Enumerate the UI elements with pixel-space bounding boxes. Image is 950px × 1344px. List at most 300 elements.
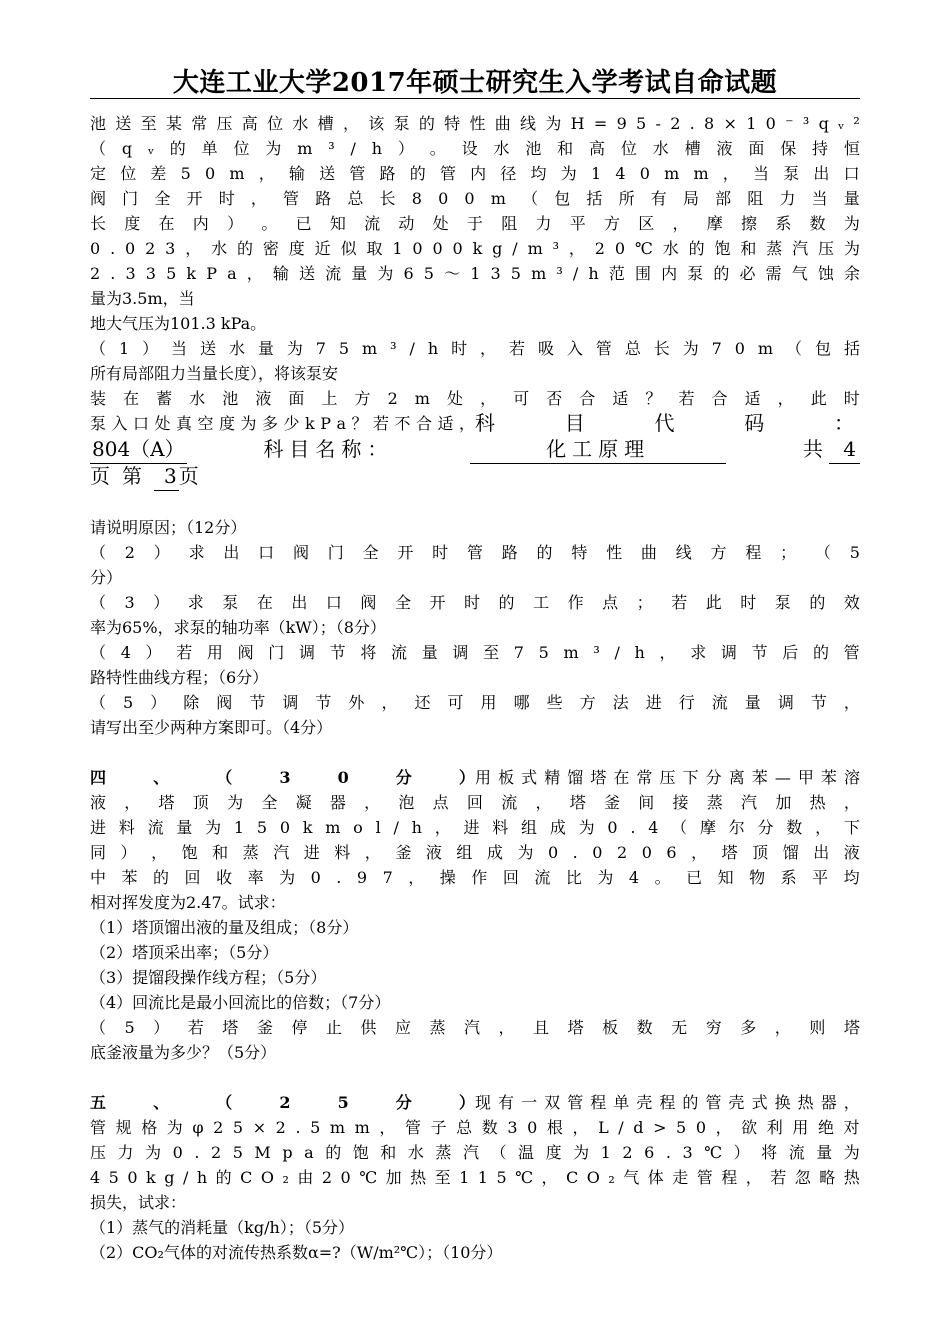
char: k bbox=[305, 414, 315, 433]
char: 5 bbox=[496, 1168, 507, 1187]
total-pages-value: 4 bbox=[829, 436, 860, 464]
char: 节 bbox=[329, 643, 346, 662]
char: 板 bbox=[498, 768, 515, 787]
char: 为 bbox=[205, 818, 222, 837]
char: 可 bbox=[513, 389, 530, 408]
char: 点 bbox=[602, 593, 619, 612]
char: 加 bbox=[775, 793, 792, 812]
char: ， bbox=[480, 389, 497, 408]
char: （ bbox=[216, 1093, 233, 1112]
char: 液 bbox=[843, 843, 860, 862]
char: 。 bbox=[654, 868, 671, 887]
char: 塔 bbox=[843, 1018, 860, 1037]
char: （ bbox=[490, 1143, 507, 1162]
char: 成 bbox=[486, 843, 503, 862]
char: L bbox=[598, 1118, 609, 1137]
char: 法 bbox=[612, 693, 629, 712]
char: 0 bbox=[765, 114, 776, 133]
subject-code-value: 804（A） bbox=[90, 436, 187, 464]
char: 口 bbox=[133, 414, 150, 433]
char: 组 bbox=[521, 818, 538, 837]
char: h bbox=[634, 643, 645, 662]
char: 适 bbox=[437, 414, 454, 433]
char: m bbox=[490, 189, 506, 208]
char: 全 bbox=[362, 543, 379, 562]
title-underline bbox=[90, 98, 860, 99]
char: 区 bbox=[638, 214, 655, 233]
char: 9 bbox=[356, 868, 368, 887]
text-line bbox=[90, 136, 860, 161]
char: 止 bbox=[325, 1018, 342, 1037]
char: 0 bbox=[527, 1118, 538, 1137]
char: 摩 bbox=[706, 214, 723, 233]
char: ， bbox=[568, 239, 585, 258]
char: ³ bbox=[593, 643, 600, 662]
char: ， bbox=[185, 239, 202, 258]
char: 所 bbox=[618, 189, 635, 208]
char: 料 bbox=[118, 818, 135, 837]
text-line: 率为65%，求泵的轴功率（kW）；（8分） bbox=[90, 618, 386, 637]
char: C bbox=[240, 1168, 253, 1187]
char: ） bbox=[397, 139, 414, 158]
char: 成 bbox=[549, 818, 566, 837]
char: / bbox=[618, 1118, 624, 1137]
char: h bbox=[411, 818, 422, 837]
char: ， bbox=[815, 818, 832, 837]
char: m bbox=[527, 239, 543, 258]
subject-name-value: 化工原理 bbox=[470, 436, 726, 464]
char: 求 bbox=[690, 643, 707, 662]
char: 单 bbox=[613, 1093, 630, 1112]
char: 五 bbox=[90, 1093, 107, 1112]
char: 5 bbox=[636, 114, 647, 133]
char: ？ bbox=[645, 389, 662, 408]
char: 式 bbox=[751, 1093, 768, 1112]
char: 5 bbox=[849, 543, 860, 562]
char: 对 bbox=[843, 1118, 860, 1137]
char: 泵 bbox=[687, 264, 704, 283]
page-number bbox=[154, 463, 199, 491]
char: （ bbox=[90, 139, 107, 158]
char: 量 bbox=[843, 189, 860, 208]
char: 料 bbox=[334, 843, 351, 862]
char: 流 bbox=[534, 868, 551, 887]
char: m bbox=[229, 164, 245, 183]
char: 0 bbox=[607, 818, 618, 837]
char: ， bbox=[480, 339, 497, 358]
char: 阀 bbox=[90, 189, 107, 208]
char: 用 bbox=[480, 693, 497, 712]
char: 塔 bbox=[569, 793, 586, 812]
char: 些 bbox=[546, 693, 563, 712]
char: ³ bbox=[802, 114, 810, 133]
text-line bbox=[90, 111, 860, 136]
char: 0 bbox=[547, 843, 559, 862]
char: 苯 bbox=[820, 768, 837, 787]
char: 某 bbox=[165, 114, 182, 133]
char: 式 bbox=[521, 768, 538, 787]
char: 根 bbox=[546, 1118, 563, 1137]
char: 阀 bbox=[360, 593, 377, 612]
char: 时 bbox=[843, 389, 860, 408]
char: 凝 bbox=[295, 793, 312, 812]
char: 性 bbox=[469, 114, 486, 133]
char: 全 bbox=[154, 189, 171, 208]
char: - bbox=[655, 114, 661, 133]
char: ³ bbox=[556, 264, 563, 283]
char: 量 bbox=[351, 264, 368, 283]
char: a bbox=[336, 414, 346, 433]
char: 水 bbox=[407, 1143, 424, 1162]
char: 部 bbox=[715, 189, 732, 208]
char: 为 bbox=[597, 868, 614, 887]
char: 输 bbox=[288, 164, 305, 183]
char: 略 bbox=[819, 1168, 836, 1187]
char: 量 bbox=[421, 643, 438, 662]
question-5-heading-line bbox=[90, 1090, 860, 1115]
char: 内 bbox=[192, 214, 209, 233]
char: ， bbox=[672, 214, 689, 233]
char: 池 bbox=[222, 389, 239, 408]
char: 量 bbox=[816, 1143, 833, 1162]
total-prefix: 共 bbox=[802, 436, 823, 461]
char: 7 bbox=[315, 339, 326, 358]
char: 保 bbox=[780, 139, 797, 158]
char: 恒 bbox=[843, 139, 860, 158]
char: 的 bbox=[418, 114, 435, 133]
char: 下 bbox=[682, 768, 699, 787]
char: 板 bbox=[602, 1018, 619, 1037]
char: ， bbox=[745, 1168, 762, 1187]
char: 动 bbox=[398, 214, 415, 233]
char: 饱 bbox=[181, 843, 198, 862]
char: ） bbox=[120, 843, 137, 862]
char: 科 bbox=[475, 411, 501, 435]
char: 0 bbox=[204, 164, 216, 183]
char: 1 bbox=[600, 1143, 611, 1162]
char: 口 bbox=[325, 593, 342, 612]
char: . bbox=[336, 868, 342, 887]
char: 5 bbox=[256, 818, 268, 837]
char: 送 bbox=[298, 264, 315, 283]
char: 利 bbox=[766, 1118, 783, 1137]
total-pages bbox=[803, 436, 860, 464]
char: 空 bbox=[197, 414, 214, 433]
char: ³ bbox=[328, 139, 335, 158]
page-prefix: 第 bbox=[122, 464, 142, 488]
text-line bbox=[90, 211, 860, 236]
char: 路 bbox=[315, 189, 332, 208]
char: 3 bbox=[279, 768, 291, 787]
char: 局 bbox=[682, 189, 699, 208]
page-number-value: 3 bbox=[154, 463, 179, 491]
char: 0 bbox=[412, 239, 423, 258]
text-line bbox=[90, 690, 860, 715]
char: 门 bbox=[268, 643, 285, 662]
char: 量 bbox=[257, 339, 274, 358]
char: 1 bbox=[459, 1168, 470, 1187]
char: 内 bbox=[661, 264, 678, 283]
char: ） bbox=[458, 768, 475, 787]
char: 忽 bbox=[794, 1168, 811, 1187]
char: 水 bbox=[211, 239, 228, 258]
char: 蒸 bbox=[429, 1018, 446, 1037]
char: 汽 bbox=[464, 1018, 481, 1037]
char: 管 bbox=[567, 1093, 584, 1112]
text-line bbox=[90, 386, 860, 411]
char: 括 bbox=[586, 189, 603, 208]
char: 近 bbox=[314, 239, 331, 258]
char: 规 bbox=[115, 1118, 132, 1137]
char: 离 bbox=[728, 768, 745, 787]
char: 高 bbox=[589, 139, 606, 158]
char: . bbox=[194, 1143, 200, 1162]
char: 调 bbox=[452, 643, 469, 662]
char: / bbox=[182, 1168, 189, 1187]
char: ） bbox=[733, 1143, 750, 1162]
char: 平 bbox=[569, 214, 586, 233]
char: 的 bbox=[498, 593, 515, 612]
char: 力 bbox=[117, 1143, 134, 1162]
char: 方 bbox=[354, 389, 371, 408]
char: 阀 bbox=[237, 643, 254, 662]
char: 节 bbox=[315, 693, 332, 712]
char: 比 bbox=[565, 868, 582, 887]
char: 壳 bbox=[636, 1093, 653, 1112]
char: ， bbox=[364, 793, 381, 812]
char: 且 bbox=[533, 1018, 550, 1037]
char: ， bbox=[258, 164, 275, 183]
char: 数 bbox=[809, 214, 826, 233]
char: 物 bbox=[749, 868, 766, 887]
char: 口 bbox=[258, 543, 275, 562]
char: 7 bbox=[711, 339, 722, 358]
char: 阀 bbox=[216, 693, 233, 712]
char: 方 bbox=[603, 214, 620, 233]
char: 中 bbox=[90, 868, 107, 887]
text-line: （3）提馏段操作线方程；（5分） bbox=[90, 968, 327, 987]
char: 节 bbox=[249, 693, 266, 712]
char: 代 bbox=[654, 411, 681, 435]
char: 四 bbox=[90, 768, 107, 787]
char: 供 bbox=[360, 1018, 377, 1037]
char: 液 bbox=[716, 139, 733, 158]
char: 甲 bbox=[797, 768, 814, 787]
char: 进 bbox=[90, 818, 107, 837]
char: ） bbox=[458, 1093, 475, 1112]
char: ） bbox=[153, 1018, 170, 1037]
char: ～ bbox=[444, 264, 461, 283]
char: 压 bbox=[216, 114, 233, 133]
char: 多 bbox=[262, 414, 279, 433]
char: 进 bbox=[645, 693, 662, 712]
char: 分 bbox=[395, 1093, 412, 1112]
char: 5 bbox=[232, 1118, 244, 1137]
char: 蒸 bbox=[706, 793, 723, 812]
char: 总 bbox=[624, 339, 641, 358]
char: 尔 bbox=[728, 818, 745, 837]
char: 的 bbox=[169, 139, 186, 158]
char: 0 bbox=[432, 239, 443, 258]
char: 管 bbox=[90, 1118, 107, 1137]
char: ： bbox=[834, 411, 860, 435]
text-segment bbox=[475, 765, 860, 790]
char: 口 bbox=[843, 164, 860, 183]
char: 液 bbox=[255, 389, 272, 408]
page-number-line bbox=[90, 463, 860, 490]
char: 2 bbox=[321, 1168, 333, 1187]
text-segment bbox=[90, 411, 475, 436]
char: 气 bbox=[791, 264, 808, 283]
char: 和 bbox=[380, 1143, 397, 1162]
char: . bbox=[689, 114, 695, 133]
char: 目 bbox=[564, 411, 591, 435]
char: 力 bbox=[535, 214, 552, 233]
text-line bbox=[90, 640, 860, 665]
text-line bbox=[90, 236, 860, 261]
char: 0 bbox=[279, 818, 290, 837]
text-line bbox=[90, 1165, 860, 1190]
char: 流 bbox=[788, 1143, 805, 1162]
char: ） bbox=[145, 643, 162, 662]
char: 度 bbox=[124, 214, 141, 233]
char: 长 bbox=[379, 189, 396, 208]
char: 热 bbox=[809, 793, 826, 812]
char: 在 bbox=[158, 214, 175, 233]
char: 为 bbox=[517, 843, 534, 862]
char: 苯 bbox=[751, 768, 768, 787]
char: 3 bbox=[490, 264, 501, 283]
char: 装 bbox=[90, 389, 107, 408]
char: ， bbox=[691, 843, 708, 862]
char: 调 bbox=[298, 643, 315, 662]
char: 在 bbox=[256, 593, 273, 612]
char: 液 bbox=[90, 793, 107, 812]
char: 定 bbox=[90, 164, 107, 183]
char: 5 bbox=[232, 1143, 243, 1162]
char: 的 bbox=[409, 164, 426, 183]
char: 。 bbox=[429, 139, 446, 158]
subject-code-label bbox=[475, 411, 860, 436]
char: 2 bbox=[275, 1118, 286, 1137]
char: 不 bbox=[394, 414, 411, 433]
char: 5 bbox=[124, 1018, 135, 1037]
question-4-heading bbox=[90, 765, 475, 790]
text-line: 分） bbox=[90, 568, 123, 587]
char: 行 bbox=[678, 693, 695, 712]
char: ℃ bbox=[515, 1168, 534, 1187]
char: 5 bbox=[337, 1093, 349, 1112]
char: 蒸 bbox=[766, 239, 783, 258]
char: 流 bbox=[364, 214, 381, 233]
char: 为 bbox=[560, 164, 577, 183]
char: 5 bbox=[166, 264, 177, 283]
char: 7 bbox=[513, 643, 524, 662]
char: 当 bbox=[171, 339, 188, 358]
char: （ bbox=[90, 1018, 107, 1037]
char: 塔 bbox=[222, 1018, 239, 1037]
char: 线 bbox=[675, 543, 692, 562]
char: 流 bbox=[501, 793, 518, 812]
char: 水 bbox=[662, 239, 679, 258]
char: 阀 bbox=[292, 543, 309, 562]
char: 摩 bbox=[699, 818, 716, 837]
char: 时 bbox=[432, 543, 449, 562]
char: 2 bbox=[279, 1093, 291, 1112]
char: k bbox=[472, 239, 483, 258]
char: k bbox=[302, 818, 313, 837]
char: （ bbox=[671, 818, 688, 837]
char: 0 bbox=[592, 843, 603, 862]
char: 开 bbox=[186, 189, 203, 208]
char: 包 bbox=[554, 189, 571, 208]
char: ᵥ bbox=[147, 139, 154, 158]
char: （ bbox=[90, 643, 107, 662]
char: 9 bbox=[616, 114, 627, 133]
char: 哪 bbox=[513, 693, 530, 712]
char: 馏 bbox=[782, 843, 799, 862]
text-line: 底釜液量为多少？（5分） bbox=[90, 1043, 277, 1062]
text-line bbox=[90, 815, 860, 840]
char: 度 bbox=[219, 414, 236, 433]
char: 2 bbox=[210, 1143, 222, 1162]
char: m bbox=[531, 264, 547, 283]
char: 此 bbox=[810, 389, 827, 408]
char: 、 bbox=[153, 768, 170, 787]
char: 水 bbox=[189, 389, 206, 408]
char: 已 bbox=[295, 214, 312, 233]
char: P bbox=[320, 414, 331, 433]
char: 水 bbox=[493, 139, 510, 158]
char: 程 bbox=[745, 543, 762, 562]
char: 0 bbox=[310, 868, 321, 887]
char: 括 bbox=[843, 339, 860, 358]
char: 似 bbox=[340, 239, 357, 258]
char: ， bbox=[659, 643, 676, 662]
char: / bbox=[614, 643, 620, 662]
char: 0 bbox=[127, 1168, 138, 1187]
char: 门 bbox=[327, 543, 344, 562]
char: 围 bbox=[634, 264, 651, 283]
char: 节 bbox=[810, 693, 827, 712]
char: 泵 bbox=[222, 593, 239, 612]
char: 除 bbox=[183, 693, 200, 712]
char: ℃ bbox=[704, 1143, 723, 1162]
char: 求 bbox=[188, 543, 205, 562]
char: （ bbox=[90, 339, 107, 358]
text-line: 路特性曲线方程；（6分） bbox=[90, 668, 269, 687]
char: 2 bbox=[670, 114, 681, 133]
char: 曲 bbox=[494, 114, 511, 133]
text-line: （2）塔顶采出率；（5分） bbox=[90, 943, 279, 962]
char: 温 bbox=[518, 1143, 535, 1162]
char: C bbox=[566, 1168, 579, 1187]
char: 0 bbox=[452, 239, 463, 258]
char: h bbox=[588, 264, 599, 283]
char: 顶 bbox=[752, 843, 769, 862]
char: 现 bbox=[475, 1093, 492, 1112]
char: 出 bbox=[223, 543, 240, 562]
char: 的 bbox=[713, 264, 730, 283]
text-segment bbox=[475, 1090, 860, 1115]
char: o bbox=[353, 818, 363, 837]
char: 1 bbox=[392, 239, 403, 258]
char: 的 bbox=[325, 1143, 342, 1162]
char: 适 bbox=[612, 389, 629, 408]
char: 组 bbox=[456, 843, 473, 862]
char: 该 bbox=[368, 114, 385, 133]
char: 热 bbox=[797, 1093, 814, 1112]
